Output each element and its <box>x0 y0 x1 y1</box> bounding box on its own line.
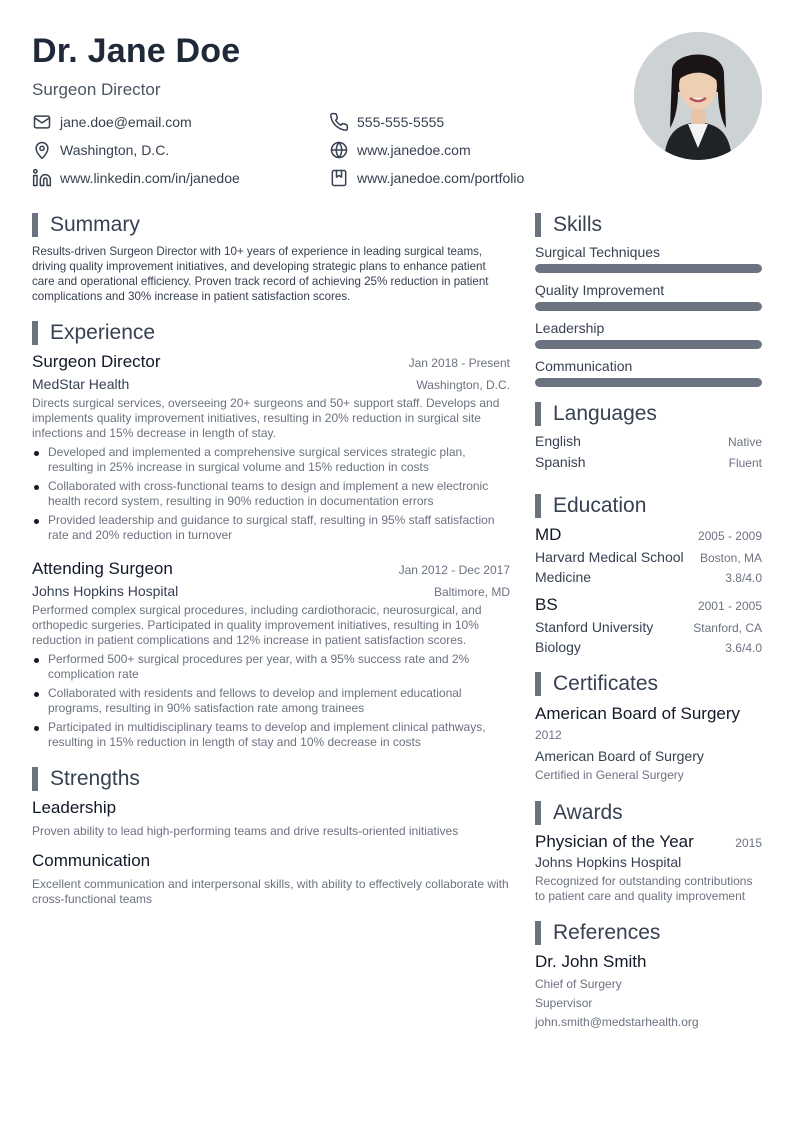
location-pin-icon <box>32 140 52 160</box>
job-title: Surgeon Director <box>32 352 161 371</box>
language-item <box>535 433 762 454</box>
candidate-title: Surgeon Director <box>32 80 161 99</box>
right-column <box>535 212 762 1029</box>
job-bullets <box>32 652 510 750</box>
job-dates: Jan 2018 - Present <box>408 356 510 370</box>
contact-portfolio[interactable] <box>329 168 524 188</box>
candidate-name: Dr. Jane Doe <box>32 32 241 70</box>
education-item <box>535 525 762 585</box>
job-bullet: Provided leadership and guidance to surgical staff, resulting in 95% staff satisfaction rate and 20% reduction in turnover <box>32 513 510 543</box>
certificate-description: Certified in General Surgery <box>535 768 684 782</box>
job-company: Johns Hopkins Hospital <box>32 583 179 599</box>
section-accent-bar <box>535 672 541 696</box>
references-heading-text: References <box>553 921 661 944</box>
contact-linkedin[interactable] <box>32 168 240 188</box>
edu-years: 2001 - 2005 <box>697 599 762 613</box>
edu-degree: MD <box>535 525 562 544</box>
strengths-heading-text: Strengths <box>50 767 140 790</box>
skill-item <box>535 358 762 387</box>
edu-years: 2005 - 2009 <box>697 529 762 543</box>
experience-item <box>32 352 510 543</box>
bookmark-icon <box>329 168 349 188</box>
awards-heading <box>535 800 762 826</box>
contact-linkedin-text: www.linkedin.com/in/janedoe <box>60 170 240 186</box>
edu-school: Stanford University <box>535 619 654 635</box>
skill-item <box>535 244 762 273</box>
skill-name: Surgical Techniques <box>535 244 661 260</box>
summary-heading-text: Summary <box>50 213 140 236</box>
certificates-heading-text: Certificates <box>553 672 659 695</box>
globe-icon <box>329 140 349 160</box>
job-description: Directs surgical services, overseeing 20+ surgeons and 50+ support staff. Develops and implements quality improvement initiatives, resulting in 20% reduction in surgical site infections and 15% decrease in length of stay. <box>32 396 500 440</box>
certificates-heading <box>535 671 762 697</box>
skills-heading-text: Skills <box>553 213 603 236</box>
section-accent-bar <box>535 494 541 518</box>
experience-item <box>32 559 510 750</box>
references-heading <box>535 920 762 946</box>
contact-website[interactable] <box>329 140 471 160</box>
job-bullet: Performed 500+ surgical procedures per year, with a 95% success rate and 2% complication rate <box>32 652 510 682</box>
award-organization: Johns Hopkins Hospital <box>535 854 682 870</box>
edu-field: Biology <box>535 639 581 655</box>
experience-heading-text: Experience <box>50 321 156 344</box>
strength-title: Communication <box>32 851 151 870</box>
job-location: Baltimore, MD <box>433 585 510 599</box>
language-name: Spanish <box>535 454 586 470</box>
job-bullet: Developed and implemented a comprehensive surgical services strategic plan, resulting in 25% increase in surgical volume and 15% reduction in costs <box>32 445 510 475</box>
job-title: Attending Surgeon <box>32 559 173 578</box>
contact-phone[interactable] <box>329 112 444 132</box>
contact-location <box>32 140 169 160</box>
award-item <box>535 832 762 904</box>
strength-description: Excellent communication and interpersonal skills, with ability to effectively collaborate with cross-functional teams <box>32 877 509 906</box>
edu-gpa: 3.8/4.0 <box>725 571 762 585</box>
edu-degree: BS <box>535 595 558 614</box>
job-dates: Jan 2012 - Dec 2017 <box>398 563 510 577</box>
skill-item <box>535 320 762 349</box>
skills-heading <box>535 212 762 238</box>
strength-item <box>32 798 510 839</box>
edu-school: Harvard Medical School <box>535 549 684 565</box>
education-heading-text: Education <box>553 494 647 517</box>
mail-icon <box>32 112 52 132</box>
job-bullets <box>32 445 510 543</box>
languages-heading <box>535 401 762 427</box>
contact-website-text: www.janedoe.com <box>357 142 471 158</box>
strength-description: Proven ability to lead high-performing teams and drive results-oriented initiatives <box>32 824 459 838</box>
language-name: English <box>535 433 581 449</box>
skill-bar <box>535 340 762 349</box>
edu-field: Medicine <box>535 569 592 585</box>
section-accent-bar <box>535 213 541 237</box>
section-accent-bar <box>32 213 38 237</box>
job-bullet: Collaborated with cross-functional teams to design and implement a new electronic health record system, resulting in 90% reduction in documentation errors <box>32 479 510 509</box>
award-title: Physician of the Year <box>535 832 694 851</box>
strength-title: Leadership <box>32 798 117 817</box>
reference-relation: Supervisor <box>535 996 593 1010</box>
left-column <box>32 212 510 919</box>
skill-bar <box>535 302 762 311</box>
profile-photo <box>634 32 762 160</box>
job-company: MedStar Health <box>32 376 130 392</box>
education-item <box>535 595 762 655</box>
skill-name: Quality Improvement <box>535 282 665 298</box>
strength-item <box>32 851 510 907</box>
languages-heading-text: Languages <box>553 402 657 425</box>
job-location: Washington, D.C. <box>416 378 510 392</box>
strengths-heading <box>32 766 510 792</box>
skill-name: Leadership <box>535 320 605 336</box>
skill-bar <box>535 264 762 273</box>
section-accent-bar <box>32 321 38 345</box>
edu-gpa: 3.6/4.0 <box>725 641 762 655</box>
job-description: Performed complex surgical procedures, including cardiothoracic, neurosurgical, and orthopedic surgeries. Participated in quality improvement initiatives, resulting in 10% reduction in patient complications and 12% increase in patient satisfaction scores. <box>32 603 482 647</box>
summary-text: Results-driven Surgeon Director with 10+ years of experience in leading surgical teams, driving quality improvement initiatives, and developing strategic plans to enhance patient care and operational efficiency. Proven track record of achieving 25% reduction in patient complications and 30% increase in patient satisfaction scores. <box>32 245 489 303</box>
reference-position: Chief of Surgery <box>535 977 622 991</box>
awards-heading-text: Awards <box>553 801 623 824</box>
section-accent-bar <box>535 402 541 426</box>
education-heading <box>535 493 762 519</box>
award-year: 2015 <box>735 836 762 850</box>
reference-email[interactable]: john.smith@medstarhealth.org <box>535 1015 699 1029</box>
skill-bar <box>535 378 762 387</box>
award-description: Recognized for outstanding contributions to patient care and quality improvement <box>535 874 753 903</box>
linkedin-icon <box>32 168 52 188</box>
phone-icon <box>329 112 349 132</box>
job-bullet: Collaborated with residents and fellows to develop and implement educational programs, resulting in 90% satisfaction rate among trainees <box>32 686 510 716</box>
job-bullet: Participated in multidisciplinary teams to develop and implement clinical pathways, resulting in 15% reduction in length of stay and 10% decrease in costs <box>32 720 510 750</box>
summary-heading <box>32 212 510 238</box>
contact-phone-text: 555-555-5555 <box>357 114 445 130</box>
skill-item <box>535 282 762 311</box>
contact-email-text: jane.doe@email.com <box>60 114 192 130</box>
certificate-issuer: American Board of Surgery <box>535 748 704 764</box>
contact-location-text: Washington, D.C. <box>60 142 170 158</box>
reference-name: Dr. John Smith <box>535 952 647 971</box>
language-level: Native <box>727 435 762 449</box>
skill-bar-fill <box>535 378 762 387</box>
language-item <box>535 454 762 475</box>
skill-name: Communication <box>535 358 633 374</box>
contact-portfolio-text: www.janedoe.com/portfolio <box>357 170 525 186</box>
section-accent-bar <box>32 767 38 791</box>
section-accent-bar <box>535 921 541 945</box>
certificate-year: 2012 <box>535 728 562 742</box>
skill-bar-fill <box>535 302 762 311</box>
contact-email[interactable] <box>32 112 192 132</box>
language-level: Fluent <box>728 456 762 470</box>
edu-location: Boston, MA <box>699 551 762 565</box>
skill-bar-fill <box>535 264 762 273</box>
certificate-name: American Board of Surgery <box>535 704 741 723</box>
reference-item <box>535 952 762 1029</box>
edu-location: Stanford, CA <box>693 621 762 635</box>
section-accent-bar <box>535 801 541 825</box>
experience-heading <box>32 320 510 346</box>
skill-bar-fill <box>535 340 762 349</box>
certificate-item <box>535 703 762 782</box>
